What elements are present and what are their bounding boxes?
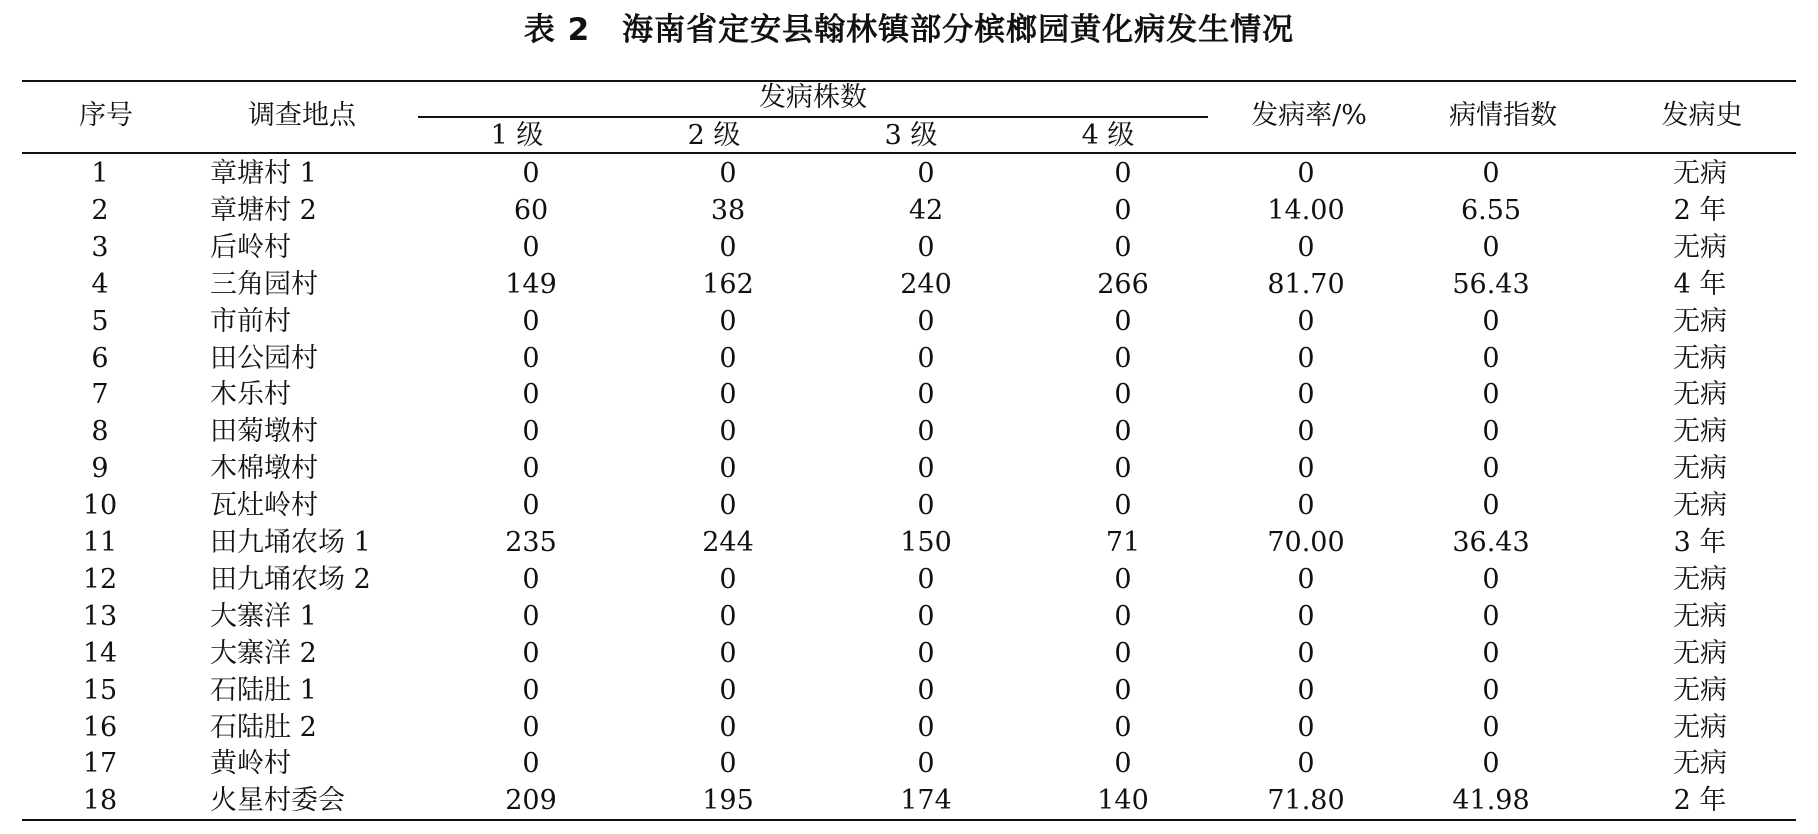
- cell-grade-2: 162: [702, 268, 754, 300]
- cell-index: 8: [91, 416, 109, 448]
- cell-grade-4: 0: [1114, 453, 1132, 485]
- cell-incidence-rate: 0: [1297, 379, 1315, 411]
- cell-grade-4: 0: [1114, 674, 1132, 706]
- table-row: [0, 155, 1818, 192]
- cell-grade-2: 38: [710, 194, 746, 226]
- cell-location: 大寨洋 1: [210, 600, 317, 632]
- cell-incidence-rate: 0: [1297, 490, 1315, 522]
- cell-disease-index: 0: [1482, 637, 1500, 669]
- cell-incidence-rate: 0: [1297, 305, 1315, 337]
- header-disease-history: 发病史: [1661, 100, 1743, 131]
- cell-grade-1: 0: [522, 416, 540, 448]
- cell-grade-4: 0: [1114, 637, 1132, 669]
- cell-incidence-rate: 0: [1297, 158, 1315, 189]
- cell-disease-index: 0: [1482, 231, 1500, 263]
- cell-disease-history: 无病: [1673, 453, 1727, 485]
- cell-index: 15: [82, 674, 118, 706]
- cell-incidence-rate: 0: [1297, 674, 1315, 706]
- cell-grade-2: 0: [719, 748, 737, 780]
- cell-grade-2: 195: [702, 785, 754, 817]
- cell-index: 2: [91, 194, 109, 226]
- cell-grade-1: 0: [522, 711, 540, 743]
- cell-grade-2: 244: [702, 527, 754, 558]
- cell-grade-1: 60: [513, 194, 549, 226]
- cell-incidence-rate: 0: [1297, 416, 1315, 448]
- cell-disease-history: 无病: [1673, 342, 1727, 374]
- cell-disease-history: 无病: [1673, 748, 1727, 780]
- cell-location: 大寨洋 2: [210, 637, 317, 669]
- cell-disease-index: 0: [1482, 158, 1500, 189]
- table-row: [0, 487, 1818, 524]
- cell-disease-index: 0: [1482, 748, 1500, 780]
- cell-disease-history: 无病: [1673, 674, 1727, 706]
- cell-grade-3: 0: [917, 231, 935, 263]
- cell-disease-index: 0: [1482, 711, 1500, 743]
- cell-location: 田菊墩村: [210, 416, 318, 448]
- cell-index: 11: [82, 527, 118, 558]
- cell-grade-1: 0: [522, 305, 540, 337]
- cell-grade-3: 0: [917, 600, 935, 632]
- cell-grade-1: 0: [522, 231, 540, 263]
- cell-disease-history: 无病: [1673, 305, 1727, 337]
- cell-grade-3: 0: [917, 748, 935, 780]
- table-row: [0, 709, 1818, 746]
- cell-grade-2: 0: [719, 600, 737, 632]
- header-disease-index: 病情指数: [1449, 100, 1557, 131]
- cell-disease-index: 0: [1482, 674, 1500, 706]
- cell-disease-history: 2 年: [1673, 194, 1727, 226]
- cell-disease-history: 无病: [1673, 563, 1727, 595]
- cell-index: 12: [82, 563, 118, 595]
- cell-index: 1: [91, 158, 109, 189]
- cell-index: 5: [91, 305, 109, 337]
- cell-grade-4: 71: [1105, 527, 1141, 558]
- table-row: [0, 413, 1818, 450]
- header-rule: [22, 152, 1796, 154]
- cell-grade-2: 0: [719, 231, 737, 263]
- cell-incidence-rate: 0: [1297, 453, 1315, 485]
- cell-location: 田九埇农场 2: [210, 563, 371, 595]
- cell-grade-4: 0: [1114, 563, 1132, 595]
- table-row: [0, 303, 1818, 340]
- cell-location: 黄岭村: [210, 748, 291, 780]
- cell-grade-2: 0: [719, 674, 737, 706]
- cell-index: 7: [91, 379, 109, 411]
- table-row: [0, 340, 1818, 377]
- header-grade-1: 1 级: [490, 120, 544, 151]
- cell-grade-4: 0: [1114, 342, 1132, 374]
- table-row: [0, 524, 1818, 561]
- cell-location: 石陆肚 1: [210, 674, 317, 706]
- cell-disease-history: 3 年: [1673, 527, 1727, 558]
- cell-grade-1: 0: [522, 674, 540, 706]
- cell-disease-index: 0: [1482, 490, 1500, 522]
- cell-grade-3: 0: [917, 379, 935, 411]
- cell-grade-2: 0: [719, 379, 737, 411]
- cell-disease-index: 36.43: [1452, 527, 1530, 558]
- cell-index: 14: [82, 637, 118, 669]
- cell-index: 3: [91, 231, 109, 263]
- cell-index: 17: [82, 748, 118, 780]
- cell-grade-4: 0: [1114, 600, 1132, 632]
- cell-incidence-rate: 0: [1297, 342, 1315, 374]
- header-incidence-rate: 发病率/%: [1251, 100, 1367, 131]
- cell-location: 章塘村 1: [210, 158, 317, 189]
- table-row: [0, 450, 1818, 487]
- cell-grade-3: 0: [917, 416, 935, 448]
- cell-grade-3: 240: [900, 268, 952, 300]
- cell-disease-history: 2 年: [1673, 785, 1727, 817]
- cell-disease-history: 无病: [1673, 637, 1727, 669]
- cell-grade-2: 0: [719, 158, 737, 189]
- table-row: [0, 672, 1818, 709]
- cell-grade-3: 0: [917, 453, 935, 485]
- cell-index: 16: [82, 711, 118, 743]
- cell-grade-1: 0: [522, 637, 540, 669]
- cell-grade-1: 235: [505, 527, 557, 558]
- cell-location: 火星村委会: [210, 785, 345, 817]
- cell-grade-1: 0: [522, 342, 540, 374]
- cell-grade-2: 0: [719, 305, 737, 337]
- cell-incidence-rate: 0: [1297, 637, 1315, 669]
- cell-grade-3: 0: [917, 342, 935, 374]
- cell-grade-4: 266: [1097, 268, 1149, 300]
- cell-location: 市前村: [210, 305, 291, 337]
- cell-incidence-rate: 70.00: [1267, 527, 1345, 558]
- table-row: [0, 598, 1818, 635]
- cell-grade-2: 0: [719, 563, 737, 595]
- cell-grade-2: 0: [719, 637, 737, 669]
- table-row: [0, 745, 1818, 782]
- cell-location: 田公园村: [210, 342, 318, 374]
- cell-disease-history: 无病: [1673, 711, 1727, 743]
- table-row: [0, 376, 1818, 413]
- cell-disease-index: 0: [1482, 563, 1500, 595]
- cell-grade-2: 0: [719, 453, 737, 485]
- group-underline: [418, 116, 1208, 118]
- cell-incidence-rate: 0: [1297, 748, 1315, 780]
- cell-incidence-rate: 0: [1297, 600, 1315, 632]
- cell-location: 木棉墩村: [210, 453, 318, 485]
- cell-grade-2: 0: [719, 711, 737, 743]
- cell-grade-3: 0: [917, 637, 935, 669]
- cell-grade-4: 0: [1114, 194, 1132, 226]
- cell-index: 13: [82, 600, 118, 632]
- top-rule: [22, 80, 1796, 82]
- cell-incidence-rate: 0: [1297, 231, 1315, 263]
- cell-grade-4: 0: [1114, 748, 1132, 780]
- table-title: 表 2 海南省定安县翰林镇部分槟榔园黄化病发生情况: [523, 12, 1295, 48]
- cell-index: 9: [91, 453, 109, 485]
- cell-grade-1: 0: [522, 600, 540, 632]
- cell-grade-1: 0: [522, 563, 540, 595]
- cell-location: 瓦灶岭村: [210, 490, 318, 522]
- cell-grade-3: 0: [917, 674, 935, 706]
- cell-incidence-rate: 81.70: [1267, 268, 1345, 300]
- cell-disease-index: 0: [1482, 453, 1500, 485]
- table-row: [0, 782, 1818, 819]
- table-row: [0, 192, 1818, 229]
- cell-grade-4: 0: [1114, 711, 1132, 743]
- cell-disease-history: 无病: [1673, 416, 1727, 448]
- cell-grade-1: 0: [522, 453, 540, 485]
- cell-location: 章塘村 2: [210, 194, 317, 226]
- cell-location: 田九埇农场 1: [210, 527, 371, 558]
- cell-disease-index: 0: [1482, 600, 1500, 632]
- cell-grade-3: 0: [917, 305, 935, 337]
- cell-disease-index: 0: [1482, 342, 1500, 374]
- cell-location: 木乐村: [210, 379, 291, 411]
- cell-incidence-rate: 0: [1297, 563, 1315, 595]
- cell-index: 4: [91, 268, 109, 300]
- cell-grade-4: 0: [1114, 231, 1132, 263]
- cell-grade-3: 0: [917, 711, 935, 743]
- cell-location: 石陆肚 2: [210, 711, 317, 743]
- cell-grade-1: 0: [522, 490, 540, 522]
- cell-grade-4: 140: [1097, 785, 1149, 817]
- cell-index: 6: [91, 342, 109, 374]
- bottom-rule: [22, 819, 1796, 821]
- cell-incidence-rate: 0: [1297, 711, 1315, 743]
- table-row: [0, 229, 1818, 266]
- cell-disease-history: 无病: [1673, 158, 1727, 189]
- cell-disease-history: 4 年: [1673, 268, 1727, 300]
- cell-grade-1: 0: [522, 158, 540, 189]
- cell-incidence-rate: 14.00: [1267, 194, 1345, 226]
- header-grade-2: 2 级: [687, 120, 741, 151]
- cell-grade-3: 174: [900, 785, 952, 817]
- cell-grade-4: 0: [1114, 416, 1132, 448]
- cell-grade-3: 0: [917, 158, 935, 189]
- table-row: [0, 635, 1818, 672]
- header-grade-4: 4 级: [1081, 120, 1135, 151]
- cell-disease-history: 无病: [1673, 490, 1727, 522]
- cell-grade-3: 150: [900, 527, 952, 558]
- cell-disease-history: 无病: [1673, 600, 1727, 632]
- cell-disease-history: 无病: [1673, 379, 1727, 411]
- cell-grade-4: 0: [1114, 305, 1132, 337]
- cell-grade-4: 0: [1114, 490, 1132, 522]
- cell-disease-history: 无病: [1673, 231, 1727, 263]
- cell-grade-4: 0: [1114, 158, 1132, 189]
- cell-grade-2: 0: [719, 416, 737, 448]
- cell-grade-3: 42: [908, 194, 944, 226]
- cell-grade-1: 0: [522, 748, 540, 780]
- cell-grade-1: 0: [522, 379, 540, 411]
- cell-index: 18: [82, 785, 118, 817]
- cell-grade-2: 0: [719, 490, 737, 522]
- cell-grade-2: 0: [719, 342, 737, 374]
- cell-location: 三角园村: [210, 268, 318, 300]
- table-row: [0, 266, 1818, 303]
- table-row: [0, 561, 1818, 598]
- cell-disease-index: 0: [1482, 379, 1500, 411]
- cell-disease-index: 6.55: [1460, 194, 1522, 226]
- cell-disease-index: 56.43: [1452, 268, 1530, 300]
- cell-grade-3: 0: [917, 490, 935, 522]
- header-index: 序号: [79, 100, 133, 131]
- cell-disease-index: 0: [1482, 305, 1500, 337]
- cell-grade-1: 209: [505, 785, 557, 817]
- header-diseased-plants: 发病株数: [759, 82, 867, 113]
- cell-location: 后岭村: [210, 231, 291, 263]
- header-location: 调查地点: [248, 100, 356, 131]
- cell-grade-1: 149: [505, 268, 557, 300]
- header-grade-3: 3 级: [884, 120, 938, 151]
- cell-disease-index: 41.98: [1452, 785, 1530, 817]
- cell-index: 10: [82, 490, 118, 522]
- cell-grade-4: 0: [1114, 379, 1132, 411]
- cell-incidence-rate: 71.80: [1267, 785, 1345, 817]
- cell-disease-index: 0: [1482, 416, 1500, 448]
- cell-grade-3: 0: [917, 563, 935, 595]
